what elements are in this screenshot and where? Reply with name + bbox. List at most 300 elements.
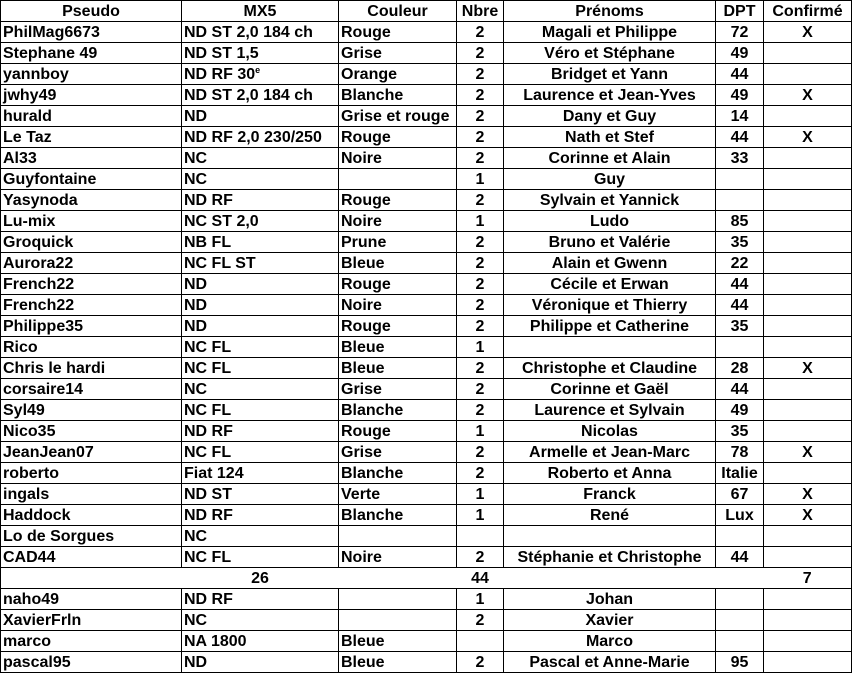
cell-prenoms-text: Bruno et Valérie — [548, 233, 671, 251]
cell-prenoms — [504, 169, 716, 190]
cell-couleur — [339, 610, 457, 631]
cell-mx5-text: ND — [184, 653, 208, 671]
cell-nbre — [457, 148, 504, 169]
table-row — [1, 631, 852, 652]
cell-confirme — [764, 253, 852, 274]
cell-dpt-text: Italie — [721, 464, 758, 482]
cell-prenoms-text: Corinne et Alain — [548, 149, 671, 167]
cell-mx5-text: ND RF — [184, 422, 233, 440]
cell-nbre — [457, 421, 504, 442]
cell-mx5-text: NC FL — [184, 401, 232, 419]
cell-dpt — [716, 526, 764, 547]
cell-dpt-text: 28 — [730, 359, 749, 377]
cell-pseudo — [1, 442, 182, 463]
table-row — [1, 400, 852, 421]
cell-prenoms — [504, 43, 716, 64]
cell-couleur — [339, 253, 457, 274]
cell-pseudo-text: XavierFrln — [3, 611, 82, 629]
cell-confirme — [764, 379, 852, 400]
cell-couleur-text: Rouge — [341, 128, 391, 146]
cell-nbre-text: 1 — [475, 338, 485, 356]
cell-mx5 — [182, 169, 339, 190]
cell-couleur-text: Bleue — [341, 653, 385, 671]
cell-pseudo — [1, 190, 182, 211]
cell-dpt — [716, 337, 764, 358]
cell-confirme — [764, 589, 852, 610]
cell-dpt — [716, 484, 764, 505]
cell-prenoms — [504, 505, 716, 526]
cell-mx5-text: NC — [184, 170, 208, 188]
table-row — [1, 253, 852, 274]
cell-couleur — [339, 274, 457, 295]
cell-confirme — [764, 442, 852, 463]
cell-confirme — [764, 169, 852, 190]
cell-dpt-text: 35 — [730, 317, 749, 335]
cell-confirme — [764, 337, 852, 358]
cell-mx5-text: NC FL — [184, 548, 232, 566]
table-row — [1, 295, 852, 316]
cell-nbre-text: 2 — [475, 191, 485, 209]
cell-dpt — [716, 295, 764, 316]
cell-confirme — [764, 190, 852, 211]
cell-pseudo — [1, 106, 182, 127]
cell-dpt — [716, 106, 764, 127]
cell-nbre — [457, 22, 504, 43]
cell-nbre — [457, 505, 504, 526]
cell-dpt — [716, 169, 764, 190]
cell-prenoms — [504, 358, 716, 379]
cell-mx5 — [182, 64, 339, 85]
cell-prenoms-text: Alain et Gwenn — [551, 254, 668, 272]
cell-confirme — [764, 22, 852, 43]
table-row — [1, 190, 852, 211]
cell-confirme — [764, 211, 852, 232]
cell-nbre-text: 2 — [475, 443, 485, 461]
cell-mx5-text: ND — [184, 275, 208, 293]
table-row — [1, 64, 852, 85]
cell-couleur-text: Bleue — [341, 359, 385, 377]
cell-mx5 — [182, 589, 339, 610]
cell-dpt-text: 44 — [730, 65, 749, 83]
cell-pseudo — [1, 85, 182, 106]
cell-dpt — [716, 505, 764, 526]
cell-mx5-text: NB FL — [184, 233, 232, 251]
cell-dpt — [716, 631, 764, 652]
cell-mx5-text: NC FL — [184, 443, 232, 461]
cell-mx5 — [182, 337, 339, 358]
cell-confirme-text: X — [802, 443, 813, 461]
cell-dpt — [716, 589, 764, 610]
cell-couleur-text: Rouge — [341, 275, 391, 293]
cell-pseudo-text: Philippe35 — [3, 317, 84, 335]
cell-pseudo-text: jwhy49 — [3, 86, 57, 104]
cell-nbre-text: 2 — [475, 44, 485, 62]
cell-confirme — [764, 274, 852, 295]
cell-prenoms — [504, 274, 716, 295]
cell-prenoms — [504, 400, 716, 421]
cell-pseudo — [1, 211, 182, 232]
cell-couleur — [339, 106, 457, 127]
cell-couleur — [339, 631, 457, 652]
cell-dpt-text: 33 — [730, 149, 749, 167]
cell-nbre — [457, 106, 504, 127]
cell-prenoms — [504, 484, 716, 505]
table-row — [1, 442, 852, 463]
cell-nbre-text: 1 — [475, 170, 485, 188]
cell-dpt — [716, 43, 764, 64]
cell-mx5 — [182, 106, 339, 127]
cell-couleur — [339, 358, 457, 379]
cell-pseudo-text: yannboy — [3, 65, 69, 83]
cell-prenoms — [504, 232, 716, 253]
cell-confirme-text: X — [802, 23, 813, 41]
cell-nbre-text: 2 — [475, 254, 485, 272]
cell-pseudo — [1, 526, 182, 547]
cell-pseudo — [1, 400, 182, 421]
cell-confirme — [764, 547, 852, 568]
cell-pseudo-text: Groquick — [3, 233, 74, 251]
cell-nbre-text: 2 — [475, 65, 485, 83]
cell-nbre — [457, 316, 504, 337]
cell-pseudo-text: JeanJean07 — [3, 443, 94, 461]
cell-confirme — [764, 652, 852, 673]
cell-couleur-text: Grise — [341, 44, 382, 62]
total-prenoms — [504, 568, 716, 589]
cell-mx5-text: ND RF — [184, 506, 233, 524]
cell-couleur — [339, 652, 457, 673]
cell-nbre-text: 1 — [475, 212, 485, 230]
cell-mx5-text: NC — [184, 527, 208, 545]
cell-dpt — [716, 379, 764, 400]
cell-pseudo — [1, 22, 182, 43]
cell-pseudo-text: Syl49 — [3, 401, 45, 419]
table-row — [1, 85, 852, 106]
cell-pseudo — [1, 484, 182, 505]
cell-prenoms-text: Laurence et Sylvain — [534, 401, 685, 419]
cell-couleur-text: Rouge — [341, 191, 391, 209]
cell-prenoms — [504, 295, 716, 316]
cell-prenoms-text: Johan — [585, 590, 634, 608]
table-row — [1, 316, 852, 337]
cell-couleur — [339, 442, 457, 463]
cell-prenoms — [504, 337, 716, 358]
cell-prenoms — [504, 253, 716, 274]
cell-confirme-text: X — [802, 86, 813, 104]
cell-nbre-text: 2 — [475, 380, 485, 398]
cell-nbre — [457, 337, 504, 358]
cell-pseudo — [1, 295, 182, 316]
cell-mx5-text: NC — [184, 380, 208, 398]
cell-couleur — [339, 295, 457, 316]
cell-dpt-text: 85 — [730, 212, 749, 230]
cell-confirme-text: X — [802, 128, 813, 146]
table-row — [1, 610, 852, 631]
cell-prenoms — [504, 22, 716, 43]
cell-mx5-superscript: e — [255, 64, 261, 75]
cell-prenoms — [504, 589, 716, 610]
cell-mx5-text: ND ST — [184, 485, 232, 503]
cell-dpt — [716, 358, 764, 379]
table-row — [1, 526, 852, 547]
total-couleur — [339, 568, 457, 589]
cell-confirme — [764, 421, 852, 442]
cell-pseudo — [1, 379, 182, 400]
cell-pseudo-text: PhilMag6673 — [3, 23, 100, 41]
table-row — [1, 547, 852, 568]
table-row — [1, 22, 852, 43]
totals-section — [1, 568, 852, 589]
cell-pseudo — [1, 127, 182, 148]
cell-prenoms-text: Xavier — [585, 611, 634, 629]
cell-dpt — [716, 232, 764, 253]
cell-dpt — [716, 274, 764, 295]
cell-couleur-text: Bleue — [341, 338, 385, 356]
cell-couleur — [339, 211, 457, 232]
table-row — [1, 484, 852, 505]
cell-nbre-text: 2 — [475, 107, 485, 125]
cell-couleur — [339, 505, 457, 526]
cell-nbre-text: 2 — [475, 296, 485, 314]
total-nbre: 44 — [457, 568, 504, 589]
cell-mx5 — [182, 22, 339, 43]
cell-prenoms-text: Corinne et Gaël — [550, 380, 669, 398]
cell-pseudo-text: Haddock — [3, 506, 71, 524]
cell-couleur — [339, 379, 457, 400]
cell-prenoms — [504, 211, 716, 232]
cell-dpt — [716, 22, 764, 43]
cell-pseudo-text: Le Taz — [3, 128, 52, 146]
cell-mx5-text: NC — [184, 149, 208, 167]
cell-nbre-text: 2 — [475, 275, 485, 293]
cell-couleur-text: Blanche — [341, 86, 404, 104]
cell-confirme-text: X — [802, 506, 813, 524]
cell-nbre — [457, 547, 504, 568]
table-row — [1, 274, 852, 295]
cell-pseudo-text: Lu-mix — [3, 212, 56, 230]
cell-mx5-text: ND RF 30 — [184, 65, 256, 83]
table-row — [1, 379, 852, 400]
cell-mx5-text: ND RF — [184, 191, 233, 209]
cell-dpt — [716, 421, 764, 442]
cell-couleur — [339, 85, 457, 106]
cell-nbre — [457, 442, 504, 463]
cell-dpt — [716, 148, 764, 169]
cell-nbre-text: 2 — [475, 653, 485, 671]
cell-confirme — [764, 295, 852, 316]
cell-dpt — [716, 127, 764, 148]
cell-prenoms — [504, 421, 716, 442]
cell-prenoms — [504, 610, 716, 631]
cell-nbre — [457, 169, 504, 190]
cell-pseudo-text: CAD44 — [3, 548, 56, 566]
cell-prenoms — [504, 64, 716, 85]
cell-mx5-text: NC ST 2,0 — [184, 212, 259, 230]
cell-nbre-text: 2 — [475, 149, 485, 167]
cell-nbre — [457, 190, 504, 211]
cell-mx5 — [182, 484, 339, 505]
total-confirme: 7 — [764, 568, 852, 589]
cell-couleur-text: Blanche — [341, 401, 404, 419]
cell-nbre — [457, 484, 504, 505]
cell-dpt-text: 49 — [730, 86, 749, 104]
header-prenoms: Prénoms — [504, 1, 716, 22]
cell-confirme — [764, 232, 852, 253]
cell-mx5-text: ND ST 2,0 184 ch — [184, 86, 313, 104]
cell-couleur-text: Bleue — [341, 632, 385, 650]
cell-prenoms-text: Nath et Stef — [565, 128, 654, 146]
table-row — [1, 169, 852, 190]
cell-mx5 — [182, 505, 339, 526]
cell-pseudo-text: ingals — [3, 485, 50, 503]
cell-pseudo-text: French22 — [3, 275, 75, 293]
cell-pseudo — [1, 337, 182, 358]
cell-prenoms-text: René — [589, 506, 630, 524]
cell-mx5 — [182, 274, 339, 295]
cell-pseudo-text: Guyfontaine — [3, 170, 97, 188]
cell-couleur — [339, 526, 457, 547]
cell-mx5 — [182, 610, 339, 631]
cell-nbre — [457, 274, 504, 295]
cell-dpt-text: 44 — [730, 296, 749, 314]
cell-mx5-text: ND — [184, 107, 208, 125]
cell-mx5-text: NC FL — [184, 359, 232, 377]
cell-dpt-text: 44 — [730, 380, 749, 398]
cell-couleur — [339, 463, 457, 484]
cell-dpt-text: 44 — [730, 275, 749, 293]
cell-prenoms — [504, 652, 716, 673]
cell-dpt — [716, 400, 764, 421]
cell-confirme — [764, 505, 852, 526]
cell-nbre-text: 1 — [475, 422, 485, 440]
cell-dpt — [716, 85, 764, 106]
cell-dpt — [716, 463, 764, 484]
header-pseudo: Pseudo — [1, 1, 182, 22]
cell-couleur-text: Blanche — [341, 464, 404, 482]
cell-pseudo-text: Lo de Sorgues — [3, 527, 115, 545]
cell-couleur — [339, 148, 457, 169]
cell-nbre — [457, 379, 504, 400]
header-dpt: DPT — [716, 1, 764, 22]
cell-dpt-text: 35 — [730, 422, 749, 440]
cell-nbre — [457, 295, 504, 316]
cell-prenoms-text: Ludo — [589, 212, 630, 230]
cell-prenoms-text: Laurence et Jean-Yves — [523, 86, 696, 104]
cell-pseudo — [1, 64, 182, 85]
table-row — [1, 505, 852, 526]
cell-couleur — [339, 190, 457, 211]
cell-pseudo — [1, 610, 182, 631]
cell-mx5-text: ND RF 2,0 230/250 — [184, 128, 322, 146]
cell-prenoms-text: Guy — [593, 170, 626, 188]
cell-pseudo-text: roberto — [3, 464, 59, 482]
cell-confirme — [764, 316, 852, 337]
cell-prenoms — [504, 106, 716, 127]
cell-mx5 — [182, 85, 339, 106]
cell-prenoms-text: Marco — [585, 632, 634, 650]
cell-couleur-text: Orange — [341, 65, 398, 83]
cell-dpt-text: 14 — [730, 107, 749, 125]
cell-nbre-text: 2 — [475, 317, 485, 335]
cell-nbre — [457, 232, 504, 253]
table-row — [1, 148, 852, 169]
cell-couleur — [339, 400, 457, 421]
cell-dpt — [716, 64, 764, 85]
cell-nbre-text: 2 — [475, 548, 485, 566]
cell-mx5 — [182, 463, 339, 484]
cell-pseudo-text: pascal95 — [3, 653, 71, 671]
cell-prenoms-text: Véro et Stéphane — [544, 44, 675, 62]
cell-dpt-text: 49 — [730, 44, 749, 62]
cell-confirme — [764, 85, 852, 106]
cell-pseudo-text: naho49 — [3, 590, 60, 608]
cell-dpt-text: 22 — [730, 254, 749, 272]
cell-prenoms-text: Armelle et Jean-Marc — [529, 443, 690, 461]
cell-nbre — [457, 64, 504, 85]
totals-row — [1, 568, 852, 589]
cell-prenoms — [504, 127, 716, 148]
cell-mx5 — [182, 652, 339, 673]
cell-mx5 — [182, 190, 339, 211]
cell-mx5 — [182, 421, 339, 442]
table-row — [1, 106, 852, 127]
cell-dpt-text: 44 — [730, 548, 749, 566]
cell-dpt — [716, 316, 764, 337]
cell-pseudo — [1, 547, 182, 568]
cell-prenoms-text: Sylvain et Yannick — [539, 191, 680, 209]
cell-nbre — [457, 358, 504, 379]
table-row — [1, 337, 852, 358]
cell-couleur-text: Noire — [341, 149, 382, 167]
table-row — [1, 358, 852, 379]
cell-couleur-text: Noire — [341, 296, 382, 314]
cell-prenoms — [504, 526, 716, 547]
cell-pseudo — [1, 43, 182, 64]
cell-nbre-text: 1 — [475, 506, 485, 524]
header-confirme: Confirmé — [764, 1, 852, 22]
cell-prenoms-text: Bridget et Yann — [550, 65, 669, 83]
table-row — [1, 211, 852, 232]
cell-nbre — [457, 526, 504, 547]
cell-pseudo — [1, 148, 182, 169]
cell-pseudo — [1, 421, 182, 442]
table-row — [1, 127, 852, 148]
cell-mx5 — [182, 316, 339, 337]
total-pseudo — [1, 568, 182, 589]
cell-prenoms-text: Cécile et Erwan — [550, 275, 669, 293]
cell-mx5-text: ND — [184, 317, 208, 335]
cell-dpt-text: 67 — [730, 485, 749, 503]
cell-prenoms-text: Pascal et Anne-Marie — [529, 653, 690, 671]
cell-pseudo-text: corsaire14 — [3, 380, 84, 398]
cell-mx5 — [182, 148, 339, 169]
cell-pseudo — [1, 169, 182, 190]
table-row — [1, 463, 852, 484]
extra-rows — [1, 589, 852, 673]
cell-couleur — [339, 232, 457, 253]
cell-dpt — [716, 547, 764, 568]
cell-confirme — [764, 358, 852, 379]
cell-nbre — [457, 85, 504, 106]
cell-prenoms-text: Philippe et Catherine — [529, 317, 690, 335]
cell-mx5 — [182, 253, 339, 274]
cell-pseudo-text: French22 — [3, 296, 75, 314]
cell-nbre — [457, 211, 504, 232]
cell-prenoms-text: Véronique et Thierry — [531, 296, 688, 314]
cell-dpt-text: Lux — [725, 506, 754, 524]
cell-confirme — [764, 400, 852, 421]
cell-prenoms-text: Nicolas — [581, 422, 638, 440]
cell-dpt-text: 35 — [730, 233, 749, 251]
